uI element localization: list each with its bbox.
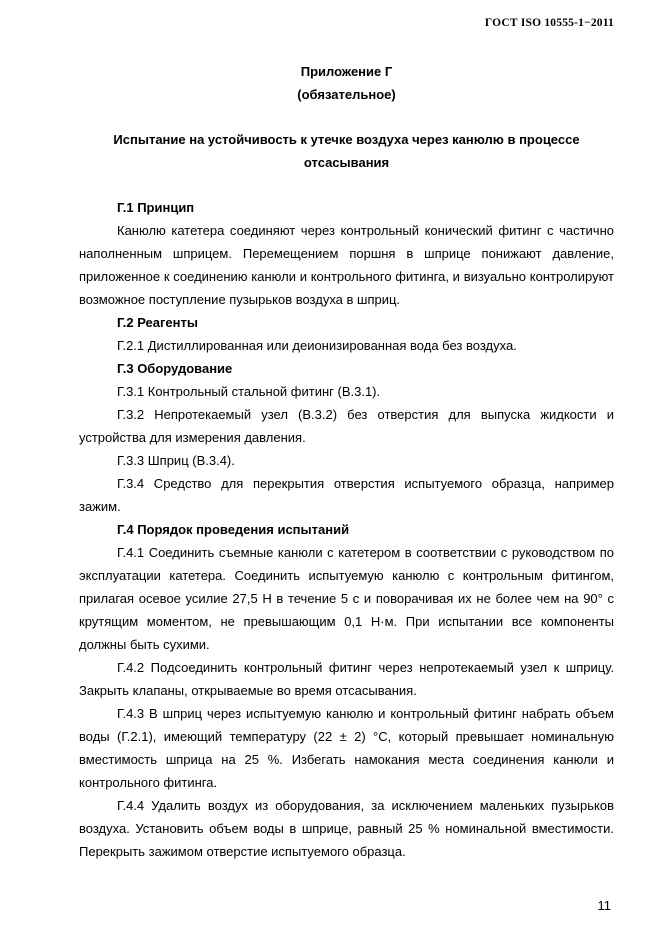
heading-principle: Г.1 Принцип	[117, 200, 195, 215]
page-number: 11	[597, 898, 611, 913]
paragraph-procedure-4-2: Г.4.2 Подсоединить контрольный фитинг через непротекаемый узел к шприцу. Закрыть клапаны, открываемые во время отсасывания.	[79, 660, 614, 698]
paragraph-procedure-4-3: Г.4.3 В шприц через испытуемую канюлю и контрольный фитинг набрать объем воды (Г.2.1), имеющий температуру (22 ± 2) °С, который превышает номинальную вместимость шприца на 25 %. Избегать намокания места соединения канюли и контрольного фитинга.	[79, 706, 614, 790]
paragraph-procedure-4-1: Г.4.1 Соединить съемные канюли с катетером в соответствии с руководством по эксплуатации катетера. Соединить испытуемую канюлю с контрольным фитингом, прилагая осевое усилие 27,5 Н в течение 5 с и поворачивая их не более чем на 90° с крутящим моментом, не превышающим 0,1 Н·м. При испытании все компоненты должны быть сухими.	[79, 545, 614, 652]
paragraph-procedure-4-4: Г.4.4 Удалить воздух из оборудования, за исключением маленьких пузырьков воздуха. Установить объем воды в шприце, равный 25 % номинальной вместимости. Перекрыть зажимом отверстие испытуемого образца.	[79, 798, 614, 859]
appendix-title: Приложение Г	[300, 64, 393, 79]
paragraph-equipment-3-2: Г.3.2 Непротекаемый узел (В.3.2) без отверстия для выпуска жидкости и устройства для измерения давления.	[79, 407, 614, 445]
appendix-status: (обязательное)	[297, 87, 396, 102]
paragraph-equipment-3-3: Г.3.3 Шприц (В.3.4).	[117, 453, 235, 468]
paragraph-equipment-3-1: Г.3.1 Контрольный стальной фитинг (В.3.1).	[117, 384, 381, 399]
paragraph-reagents-2-1: Г.2.1 Дистиллированная или деионизированная вода без воздуха.	[117, 338, 517, 353]
heading-equipment: Г.3 Оборудование	[117, 361, 233, 376]
heading-reagents: Г.2 Реагенты	[117, 315, 198, 330]
section-title-line-2: отсасывания	[303, 155, 390, 170]
paragraph-equipment-3-4: Г.3.4 Средство для перекрытия отверстия испытуемого образца, например зажим.	[79, 476, 614, 514]
heading-procedure: Г.4 Порядок проведения испытаний	[117, 522, 350, 537]
standard-header: ГОСТ ISO 10555-1−2011	[484, 17, 614, 29]
paragraph-principle: Канюлю катетера соединяют через контрольный конический фитинг с частично наполненным шприцем. Перемещением поршня в шприце понижают давление, приложенное к соединению канюли и контрольного фитинга, и визуально контролируют возможное поступление пузырьков воздуха в шприц.	[79, 223, 614, 307]
section-title-line-1: Испытание на устойчивость к утечке воздуха через канюлю в процессе	[113, 132, 580, 147]
document-body	[79, 196, 614, 863]
